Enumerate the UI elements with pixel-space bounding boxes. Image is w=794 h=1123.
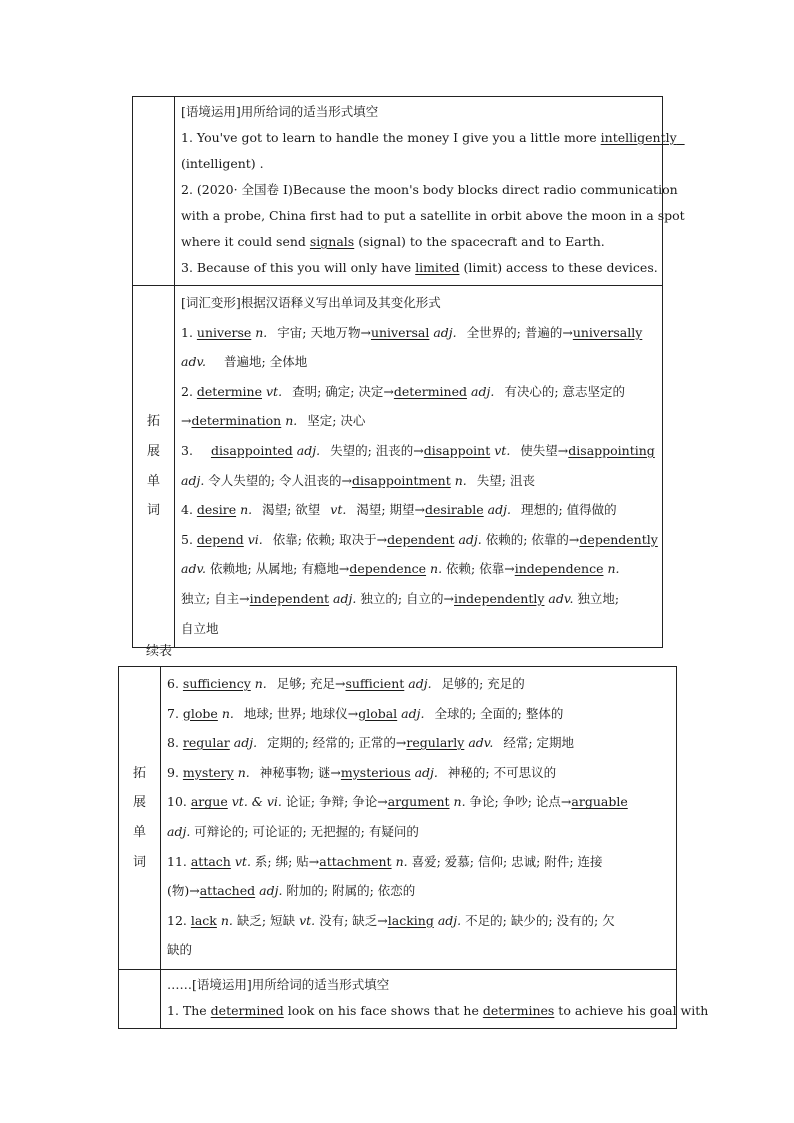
vocab-entry-3: 3. disappointed adj. 失望的; 沮丧的→disappoint vt. 使失望→disappointing bbox=[181, 442, 655, 458]
vocab-entry-1-cont: adv. 普遍地; 全体地 bbox=[181, 354, 308, 370]
exercise-q2-line3: where it could send signals (signal) to the spacecraft and to Earth. bbox=[181, 234, 605, 249]
vocab-entry-2-cont: →determination n. 坚定; 决心 bbox=[181, 413, 366, 429]
answer: signals bbox=[309, 234, 355, 249]
exercise-q2-line1: 2. (2020· 全国卷 Ⅰ)Because the moon's body blocks direct radio communication bbox=[181, 182, 678, 197]
vocab-entry-12-cont: 缺的 bbox=[167, 942, 193, 958]
side-label-expand-words: 拓 展 单 词 bbox=[119, 667, 161, 970]
vocab-entry-3-cont: adj. 令人失望的; 令人沮丧的→disappointment n. 失望; 沮丧 bbox=[181, 472, 535, 488]
vocab-entry-5-cont1: adv. 依赖地; 从属地; 有瘾地→dependence n. 依赖; 依靠→independence n. bbox=[181, 561, 620, 577]
section-heading: ……[语境运用]用所给词的适当形式填空 bbox=[167, 976, 390, 992]
vocab-entry-5-cont2: 独立; 自主→independent adj. 独立的; 自立的→independently adv. 独立地; bbox=[181, 590, 620, 606]
continued-label: 续表 bbox=[146, 644, 173, 659]
table2-row2-side bbox=[119, 969, 161, 1028]
vocab-entry-5-cont3: 自立地 bbox=[181, 620, 219, 636]
vocab-entry-10-cont: adj. 可辩论的; 可论证的; 无把握的; 有疑问的 bbox=[167, 823, 419, 839]
vocab-entry-5: 5. depend vi. 依靠; 依赖; 取决于→dependent adj. 依赖的; 依靠的→dependently bbox=[181, 531, 658, 547]
table1-row-context bbox=[133, 97, 663, 286]
answer: intelligently bbox=[600, 130, 677, 145]
vocab-entry-10: 10. argue vt. & vi. 论证; 争辩; 争论→argument n. 争论; 争吵; 论点→arguable bbox=[167, 794, 628, 810]
vocab-entry-1: 1. universe n. 宇宙; 天地万物→universal adj. 全世界的; 普遍的→universally bbox=[181, 324, 643, 340]
side-label-expand-words: 拓 展 单 词 bbox=[133, 286, 175, 648]
exercise-q1: 1. You've got to learn to handle the money I give you a little more intelligently bbox=[181, 130, 677, 145]
vocab-table-2 bbox=[118, 666, 709, 1029]
exercise-q1: 1. The determined look on his face shows that he determines to achieve his goal with bbox=[167, 1002, 709, 1018]
table1-row1-side bbox=[133, 97, 175, 286]
vocab-entry-8: 8. regular adj. 定期的; 经常的; 正常的→regularly adv. 经常; 定期地 bbox=[167, 735, 575, 751]
section-heading: [词汇变形]根据汉语释义写出单词及其变化形式 bbox=[181, 295, 441, 310]
table2-row2-content bbox=[161, 969, 709, 1028]
vocab-entry-2: 2. determine vt. 查明; 确定; 决定→determined adj. 有决心的; 意志坚定的 bbox=[181, 383, 625, 399]
vocab-table-1 bbox=[132, 96, 685, 648]
table1-row2-content bbox=[175, 286, 663, 648]
table1-row1-content bbox=[175, 97, 685, 286]
vocab-entry-11-cont: (物)→attached adj. 附加的; 附属的; 依恋的 bbox=[167, 883, 416, 899]
exercise-q3: 3. Because of this you will only have limited (limit) access to these devices. bbox=[181, 260, 658, 275]
vocab-entry-11: 11. attach vt. 系; 绑; 贴→attachment n. 喜爱; 爱慕; 信仰; 忠诚; 附件; 连接 bbox=[167, 853, 603, 869]
vocab-entry-12: 12. lack n. 缺乏; 短缺 vt. 没有; 缺乏→lacking adj. 不足的; 缺少的; 没有的; 欠 bbox=[167, 912, 615, 928]
table2-content bbox=[161, 667, 677, 970]
answer: limited bbox=[415, 260, 460, 275]
table1-row-vocab bbox=[133, 286, 663, 648]
vocab-entry-4: 4. desire n. 渴望; 欲望 vt. 渴望; 期望→desirable adj. 理想的; 值得做的 bbox=[181, 502, 617, 518]
table2-row-context bbox=[119, 969, 677, 1028]
vocab-entry-6: 6. sufficiency n. 足够; 充足→sufficient adj. 足够的; 充足的 bbox=[167, 676, 525, 691]
exercise-q1-cont: (intelligent) . bbox=[181, 156, 264, 171]
vocab-entry-9: 9. mystery n. 神秘事物; 谜→mysterious adj. 神秘的; 不可思议的 bbox=[167, 764, 557, 780]
section-heading: [语境运用]用所给词的适当形式填空 bbox=[181, 104, 379, 119]
vocab-entry-7: 7. globe n. 地球; 世界; 地球仪→global adj. 全球的; 全面的; 整体的 bbox=[167, 705, 564, 721]
table2-row-vocab bbox=[119, 667, 677, 970]
exercise-q2-line2: with a probe, China first had to put a satellite in orbit above the moon in a spot bbox=[181, 208, 685, 223]
